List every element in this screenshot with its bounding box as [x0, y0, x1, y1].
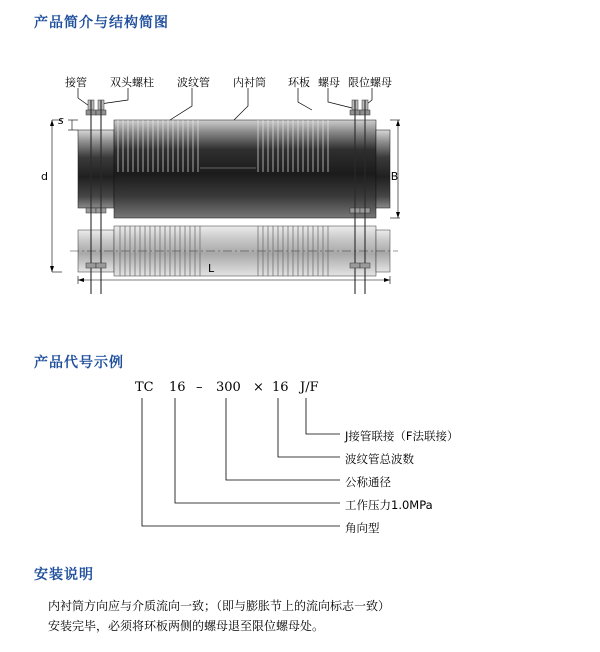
callout-label-xianweiluomu: 限位螺母 [348, 76, 392, 89]
structure-drawing-svg [0, 58, 600, 298]
callout-label-huanban: 环板 [288, 76, 310, 89]
callout-label-shuangtouluozhu: 双头螺柱 [110, 76, 154, 89]
install-note-2: 安装完毕，必须将环板两侧的螺母退至限位螺母处。 [48, 619, 325, 633]
code-desc-diameter: 公称通径 [345, 475, 391, 489]
code-token-diameter: 300 [216, 380, 241, 395]
code-leader-lines [0, 378, 600, 543]
install-note-1: 内衬筒方向应与介质流向一致；（即与膨胀节上的流向标志一致） [48, 599, 391, 613]
code-token-dash: – [196, 380, 203, 395]
callout-label-bowenguan: 波纹管 [177, 76, 210, 89]
dim-label-d: d [38, 170, 51, 183]
dim-label-s: s [58, 114, 64, 127]
code-token-joint: J/F [300, 380, 319, 395]
code-token-waves: 16 [272, 380, 289, 395]
install-notes [48, 596, 568, 636]
product-code-diagram [0, 378, 600, 543]
code-desc-pressure: 工作压力1.0MPa [345, 498, 433, 512]
callout-label-jieguan: 接管 [65, 76, 87, 89]
dim-label-L: L [208, 262, 215, 275]
callout-label-luomu: 螺母 [318, 76, 340, 89]
code-token-times: × [253, 380, 264, 395]
code-desc-joint: J接管联接（F法联接） [345, 429, 459, 443]
section-title-install: 安装说明 [34, 567, 94, 583]
structure-diagram [0, 58, 600, 298]
code-token-series: TC [135, 380, 154, 395]
dim-label-B: B [388, 170, 401, 183]
code-token-pressure: 16 [169, 380, 186, 395]
code-desc-series: 角向型 [345, 521, 380, 535]
callout-label-neichentong: 内衬筒 [233, 76, 266, 89]
section-title-structure: 产品简介与结构简图 [34, 15, 169, 31]
code-desc-waves: 波纹管总波数 [345, 452, 414, 466]
section-title-code: 产品代号示例 [34, 355, 124, 371]
